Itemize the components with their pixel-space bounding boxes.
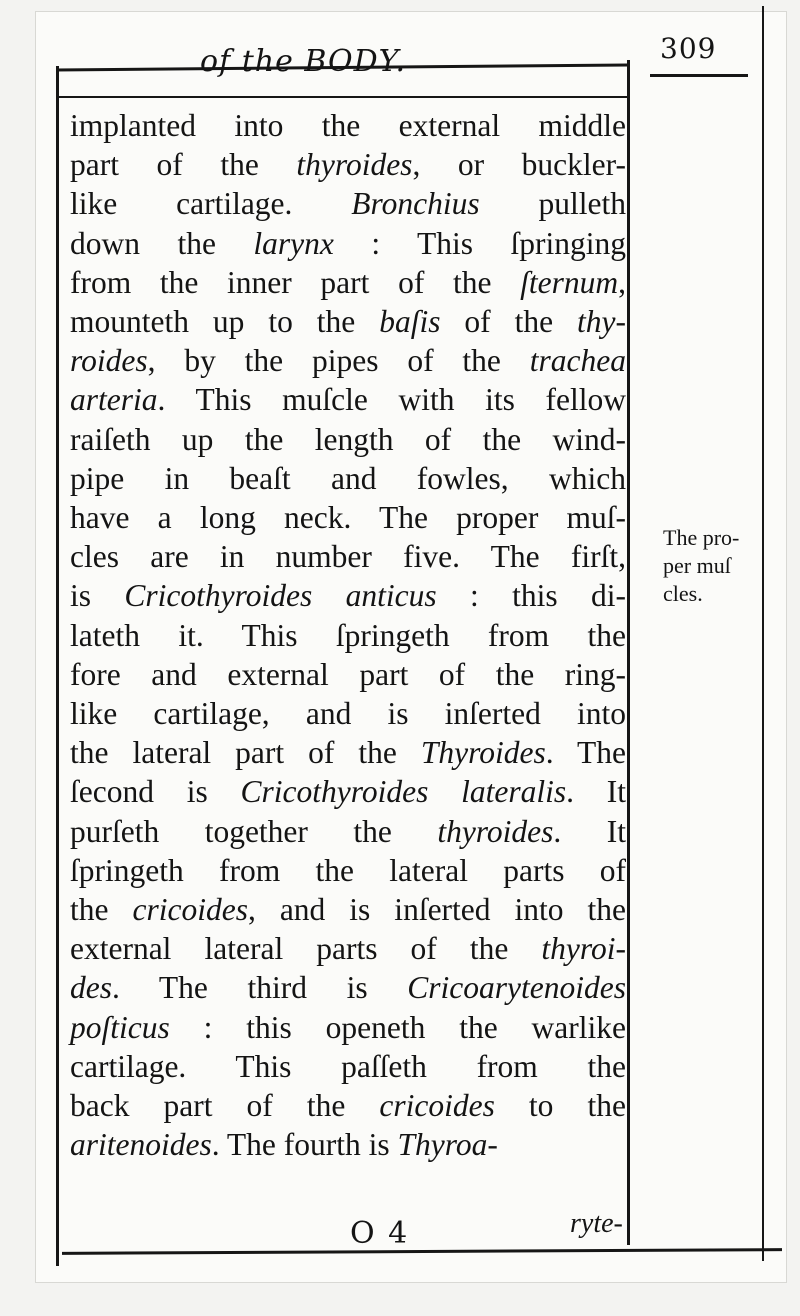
- text-line: from the inner part of the ſternum,: [70, 264, 626, 300]
- text-line: back part of the cricoides to the: [70, 1088, 626, 1124]
- body-text: [70, 106, 626, 1164]
- text-line: is Cricothyroides anticus : this di-: [70, 578, 627, 614]
- italic-term: thyroides: [296, 147, 413, 183]
- text-line: cles are in number five. The firſt,: [70, 539, 626, 575]
- italic-term: larynx: [253, 225, 334, 261]
- text-line: ſpringeth from the lateral parts of: [70, 852, 626, 888]
- italic-term: aritenoides: [70, 1127, 212, 1163]
- italic-term: arteria: [70, 382, 158, 418]
- italic-term: roides: [70, 343, 148, 379]
- margin-rule: [650, 74, 748, 77]
- text-line: have a long neck. The proper muſ-: [70, 500, 626, 536]
- text-line: purſeth together the thyroides. It: [70, 813, 626, 849]
- text-line: fore and external part of the ring-: [70, 656, 626, 692]
- italic-term: thy-: [577, 304, 626, 340]
- marginal-note: [663, 524, 795, 608]
- italic-term: Cricoarytenoides: [407, 970, 626, 1006]
- text-line: like cartilage, and is inſerted into: [70, 696, 626, 732]
- text-line: des. The third is Cricoarytenoides: [70, 970, 626, 1006]
- text-line: like cartilage. Bronchius pulleth: [70, 186, 626, 222]
- italic-term: trachea: [529, 343, 626, 379]
- catchword: ryte-: [570, 1208, 623, 1239]
- page-number: 309: [660, 32, 717, 65]
- italic-term: des: [70, 970, 112, 1006]
- marginal-note-line: The pro-: [663, 525, 740, 550]
- text-line: aritenoides. The fourth is Thyroa-: [70, 1127, 498, 1163]
- text-line: raiſeth up the length of the wind-: [70, 421, 626, 457]
- outer-right-rule: [762, 6, 764, 1261]
- text-line: poſticus : this openeth the warlike: [70, 1009, 626, 1045]
- text-line: part of the thyroides, or buckler-: [70, 147, 626, 183]
- text-line: roides, by the pipes of the trachea: [70, 343, 626, 379]
- italic-term: Thyroides: [420, 735, 546, 771]
- italic-term: thyroi-: [541, 931, 626, 967]
- italic-term: Cricothyroides anticus: [124, 578, 437, 614]
- italic-term: ſternum: [520, 264, 619, 300]
- text-line: arteria. This muſcle with its fellow: [70, 382, 626, 418]
- text-line: pipe in beaſt and fowles, which: [70, 460, 626, 496]
- marginal-note-line: cles.: [663, 581, 703, 606]
- text-line: mounteth up to the baſis of the thy-: [70, 304, 626, 340]
- text-line: ſecond is Cricothyroides lateralis. It: [70, 774, 626, 810]
- italic-term: baſis: [379, 304, 441, 340]
- signature-mark: O 4: [350, 1216, 410, 1251]
- italic-term: Thyroa-: [397, 1127, 498, 1163]
- italic-term: Bronchius: [351, 186, 480, 222]
- text-line: lateth it. This ſpringeth from the: [70, 617, 626, 653]
- frame-head-rule: [56, 96, 628, 98]
- text-line: down the larynx : This ſpringing: [70, 225, 626, 261]
- italic-term: cricoides: [379, 1088, 495, 1124]
- running-head: of the BODY.: [200, 44, 407, 79]
- text-line: external lateral parts of the thyroi-: [70, 931, 626, 967]
- frame-left-rule: [56, 66, 59, 1266]
- text-line: the lateral part of the Thyroides. The: [70, 735, 626, 771]
- frame-right-rule: [627, 60, 630, 1245]
- italic-term: Cricothyroides lateralis: [240, 774, 567, 810]
- italic-term: poſticus: [70, 1009, 170, 1045]
- text-line: cartilage. This paſſeth from the: [70, 1048, 626, 1084]
- text-line: implanted into the external middle: [70, 108, 626, 143]
- marginal-note-line: per muſ: [663, 553, 731, 578]
- text-line: the cricoides, and is inſerted into the: [70, 892, 627, 928]
- italic-term: cricoides: [132, 892, 248, 928]
- italic-term: thyroides: [437, 813, 554, 849]
